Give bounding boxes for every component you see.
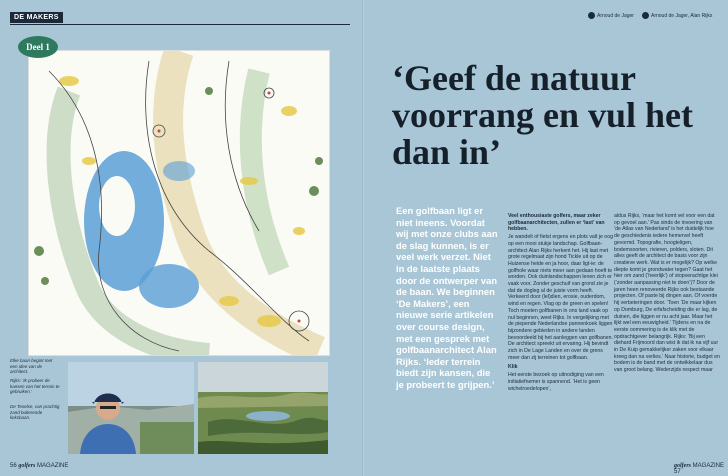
- credit-text: Arnoud de Jager, Alan Rijks: [651, 12, 713, 19]
- camera-icon: [588, 12, 595, 19]
- credit-text: Arnoud de Jager: [597, 12, 634, 19]
- section-tag: DE MAKERS: [10, 12, 63, 23]
- caption-portrait: Rijks: ‘Ik probeer de kansen van het terrein te gebruiken.’: [10, 378, 60, 394]
- article-headline: ‘Geef de natuur voorrang en vul het dan in’: [392, 58, 693, 172]
- text-column-1: [508, 213, 614, 393]
- series-badge: Deel 1: [18, 36, 58, 58]
- photo-credit: [588, 12, 634, 19]
- lead-paragraph: Veel enthousiaste golfers, maar zeker golfbaanarchitecten, zullen er ‘last’ van hebben.: [508, 213, 605, 233]
- body-paragraph: Je wandelt of fietst ergens en plots valt je oog op een mooi stukje landschap. Golfbaan-architect Alan Rijks herkent het. Hij laat met grote regelmaat zijn hond Tickle uit op de Huizense heide en ja hoor, daar ligt-ie: de golfhole waar niets meer aan gedaan hoeft te worden. Ook duinlandschappen lenen zich er vaak voor. Zonder geschuif van grond zie je dat de dogleg al de juiste vorm heeft. Verkeerd door (lel)dien, erosie, ouderdom, wind en regen. Vlag op de green en spelen! Toch moeten golfbanen in ons land vaak op nul beginnen, weet Rijks. In vergelijking met de piepende Nederlandse pannenkoek liggen bijzondere gebieden in andere landen bevoordeeld bij het aanleggen van golfbanen. De architect spreekt uit ervaring. Hij bevindt zich in De Lage Landen en over de grens meer dan zij terreinen tot golfbaan.: [508, 234, 613, 361]
- body-paragraph: Het eerste bezoek op uitnodiging van een initiatiefnemer is spannend. ‘Het is geen wichelroedelopen’,: [508, 372, 604, 392]
- right-page: [364, 0, 728, 476]
- page-folio-right: [674, 463, 728, 475]
- caption-landscape: De Texelse, van prachtig zand bulterende linksbaan.: [10, 404, 60, 420]
- page-folio-left: [10, 463, 68, 469]
- magazine-brand: golfers: [674, 463, 691, 469]
- landscape-photo: [198, 362, 328, 454]
- course-design-sketch: [28, 50, 330, 356]
- page-number: 56: [10, 463, 17, 469]
- text-credit: [642, 12, 712, 19]
- magazine-label: MAGAZINE: [692, 463, 725, 469]
- magazine-label: MAGAZINE: [37, 463, 69, 469]
- page-number: 57: [674, 469, 681, 475]
- subheading: Klik: [508, 364, 518, 371]
- article-intro: Een golfbaan ligt er niet ineens. Voordat wij met onze clubs aan de slag kunnen, is er veel werk verzet. Niet in de laatste plaats door de ontwerper van de baan. We beginnen ‘De Makers’, een nieuwe serie artikelen over course design, met een gesprek met golfbaanarchitect Alan Rijks. ‘Ieder terrein biedt zijn kansen, die je probeert te grijpen.’: [396, 205, 498, 390]
- pen-icon: [642, 12, 649, 19]
- caption-sketch: Elke baan begint met een idee van de architect.: [10, 358, 53, 374]
- header-rule: [10, 24, 350, 25]
- body-paragraph: aldus Rijks, ‘maar het komt vel voor een dat op gevoel aan.’ Pas sinds de invoering van ‘de Atlas van Nederland’ is het duidelijk hoe de geschiedenis iedere hemervel heeft gevormd. Topografie, hoogteligen, bodemsoorten, rivieren, polders, sloten. Dit alles geeft de architect de basis voor zijn creatieve werk. Wat is er mogelijk? Op welke diepte komt je grondwater tegen? Gaat het hier om zand (‘heerlijk’) of stopverachtige klei (‘zonder aanpassing niet te doen’)? Door de jaren heen renoveerde Rijks ook bestaande projecten. Of paste bij dingen aan. Of voerde hij verbeteringen door. ‘Toen ‘De maar kijken op Domburg, De erfafscheiding die er lag, de duinen, die liggen er nu acht jaar. Maar het lijkt wel een eeuwigheid.’ Tijdens en na de eerste oommering is de klik met de opdrachtgever belangrijk. Rijks: ‘Bij een diehard Frijmoord dan wist ik dat ik na vijf uur in De Kuip gemakkelijker zaken voor elkaar kreeg dan na verlies.’ Naar historie, budget en bodem is de band met de ontwikkelaar dus van groot belang. Wederzijds respect maar: [614, 213, 720, 374]
- text-column-2: [614, 213, 720, 375]
- magazine-brand: golfers: [18, 463, 36, 469]
- portrait-photo: [68, 362, 194, 454]
